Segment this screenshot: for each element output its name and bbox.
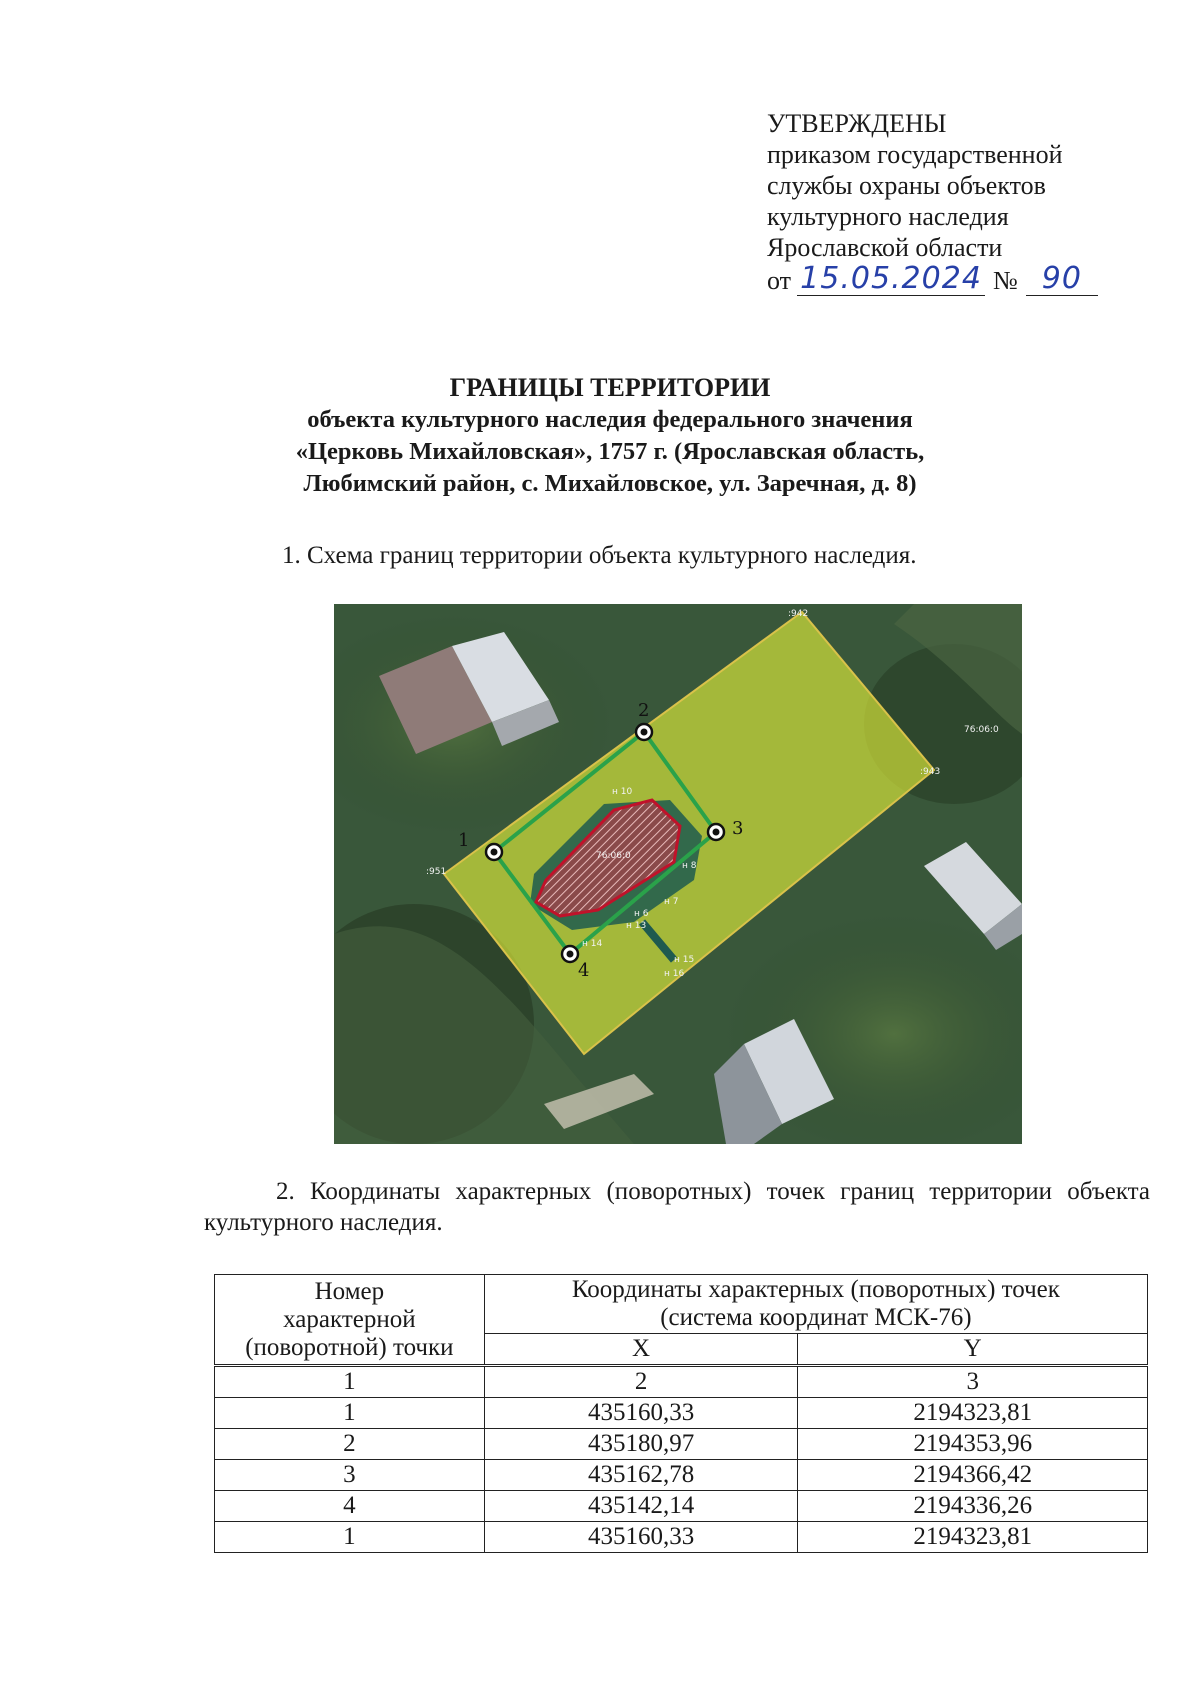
- title-line: «Церковь Михайловская», 1757 г. (Ярославская область,: [295, 438, 925, 465]
- point-number: 2: [215, 1429, 485, 1460]
- column-number: 3: [798, 1366, 1148, 1398]
- header-text: (поворотной) точки: [245, 1333, 454, 1361]
- point-number: 3: [215, 1460, 485, 1491]
- number-sign: №: [993, 266, 1018, 295]
- coord-x: 435142,14: [484, 1491, 798, 1522]
- cadastral-label: :942: [788, 609, 809, 619]
- cadastral-label: н 14: [582, 939, 603, 949]
- column-number: 1: [215, 1366, 485, 1398]
- header-coordinates: [484, 1275, 1147, 1334]
- coord-y: 2194366,42: [798, 1460, 1148, 1491]
- coord-x: 435162,78: [484, 1460, 798, 1491]
- table-row: [215, 1398, 1148, 1429]
- point-number: 1: [215, 1398, 485, 1429]
- title-line: объекта культурного наследия федерального значения: [307, 406, 913, 433]
- header-text: Номер: [314, 1277, 385, 1305]
- boundary-map: [334, 604, 1022, 1144]
- column-number-row: [215, 1366, 1148, 1398]
- cadastral-label: :951: [426, 867, 447, 877]
- coordinates-table: [214, 1274, 1148, 1553]
- coord-x: 435180,97: [484, 1429, 798, 1460]
- cadastral-label: н 13: [626, 921, 647, 931]
- approval-line: службы охраны объектов: [767, 171, 1046, 200]
- coord-y: 2194323,81: [798, 1398, 1148, 1429]
- point-label: 3: [732, 818, 744, 839]
- satellite-scheme: [334, 604, 1022, 1144]
- title-main: ГРАНИЦЫ ТЕРРИТОРИИ: [449, 373, 771, 402]
- cadastral-label: 76:06:0: [964, 725, 999, 735]
- handwritten-number: 90: [1026, 263, 1098, 296]
- cadastral-label: н 8: [682, 861, 697, 871]
- document-title: [180, 372, 1040, 500]
- handwritten-date: 15.05.2024: [797, 263, 985, 296]
- approval-line: Ярославской области: [767, 233, 1003, 262]
- table-row: [215, 1460, 1148, 1491]
- point-label: 1: [458, 830, 470, 851]
- coord-y: 2194353,96: [798, 1429, 1148, 1460]
- column-number: 2: [484, 1366, 798, 1398]
- header-x: X: [484, 1334, 798, 1366]
- cadastral-label: н 6: [634, 909, 649, 919]
- table-row: [215, 1491, 1148, 1522]
- date-prefix: от: [767, 266, 792, 295]
- cadastral-label: :943: [920, 767, 941, 777]
- point-number: 1: [215, 1522, 485, 1553]
- cadastral-label: н 16: [664, 969, 685, 979]
- coord-y: 2194336,26: [798, 1491, 1148, 1522]
- coord-x: 435160,33: [484, 1522, 798, 1553]
- approval-line: культурного наследия: [767, 202, 1009, 231]
- header-y: Y: [798, 1334, 1148, 1366]
- approval-date-row: [767, 263, 1107, 296]
- approval-block: [767, 108, 1107, 296]
- title-line: Любимский район, с. Михайловское, ул. Заречная, д. 8): [303, 470, 917, 497]
- point-number: 4: [215, 1491, 485, 1522]
- approval-line: приказом государственной: [767, 140, 1063, 169]
- table-row: [215, 1429, 1148, 1460]
- point-label: 4: [578, 960, 590, 981]
- header-text: характерной: [283, 1305, 416, 1333]
- header-text: (система координат МСК-76): [660, 1304, 972, 1331]
- approval-heading: УТВЕРЖДЕНЫ: [767, 109, 947, 138]
- header-text: Координаты характерных (поворотных) точек: [571, 1276, 1060, 1303]
- cadastral-label: н 15: [674, 955, 695, 965]
- coord-x: 435160,33: [484, 1398, 798, 1429]
- cadastral-label: 76:06:0: [596, 851, 631, 861]
- section-2-heading: 2. Координаты характерных (поворотных) точек границ территории объекта культурного наследия.: [204, 1178, 1150, 1236]
- section-1-heading: 1. Схема границ территории объекта культурного наследия.: [282, 542, 917, 569]
- header-point-number: [215, 1275, 485, 1366]
- cadastral-label: н 10: [612, 787, 633, 797]
- point-label: 2: [638, 700, 650, 721]
- table-row: [215, 1522, 1148, 1553]
- cadastral-label: н 7: [664, 897, 679, 907]
- coord-y: 2194323,81: [798, 1522, 1148, 1553]
